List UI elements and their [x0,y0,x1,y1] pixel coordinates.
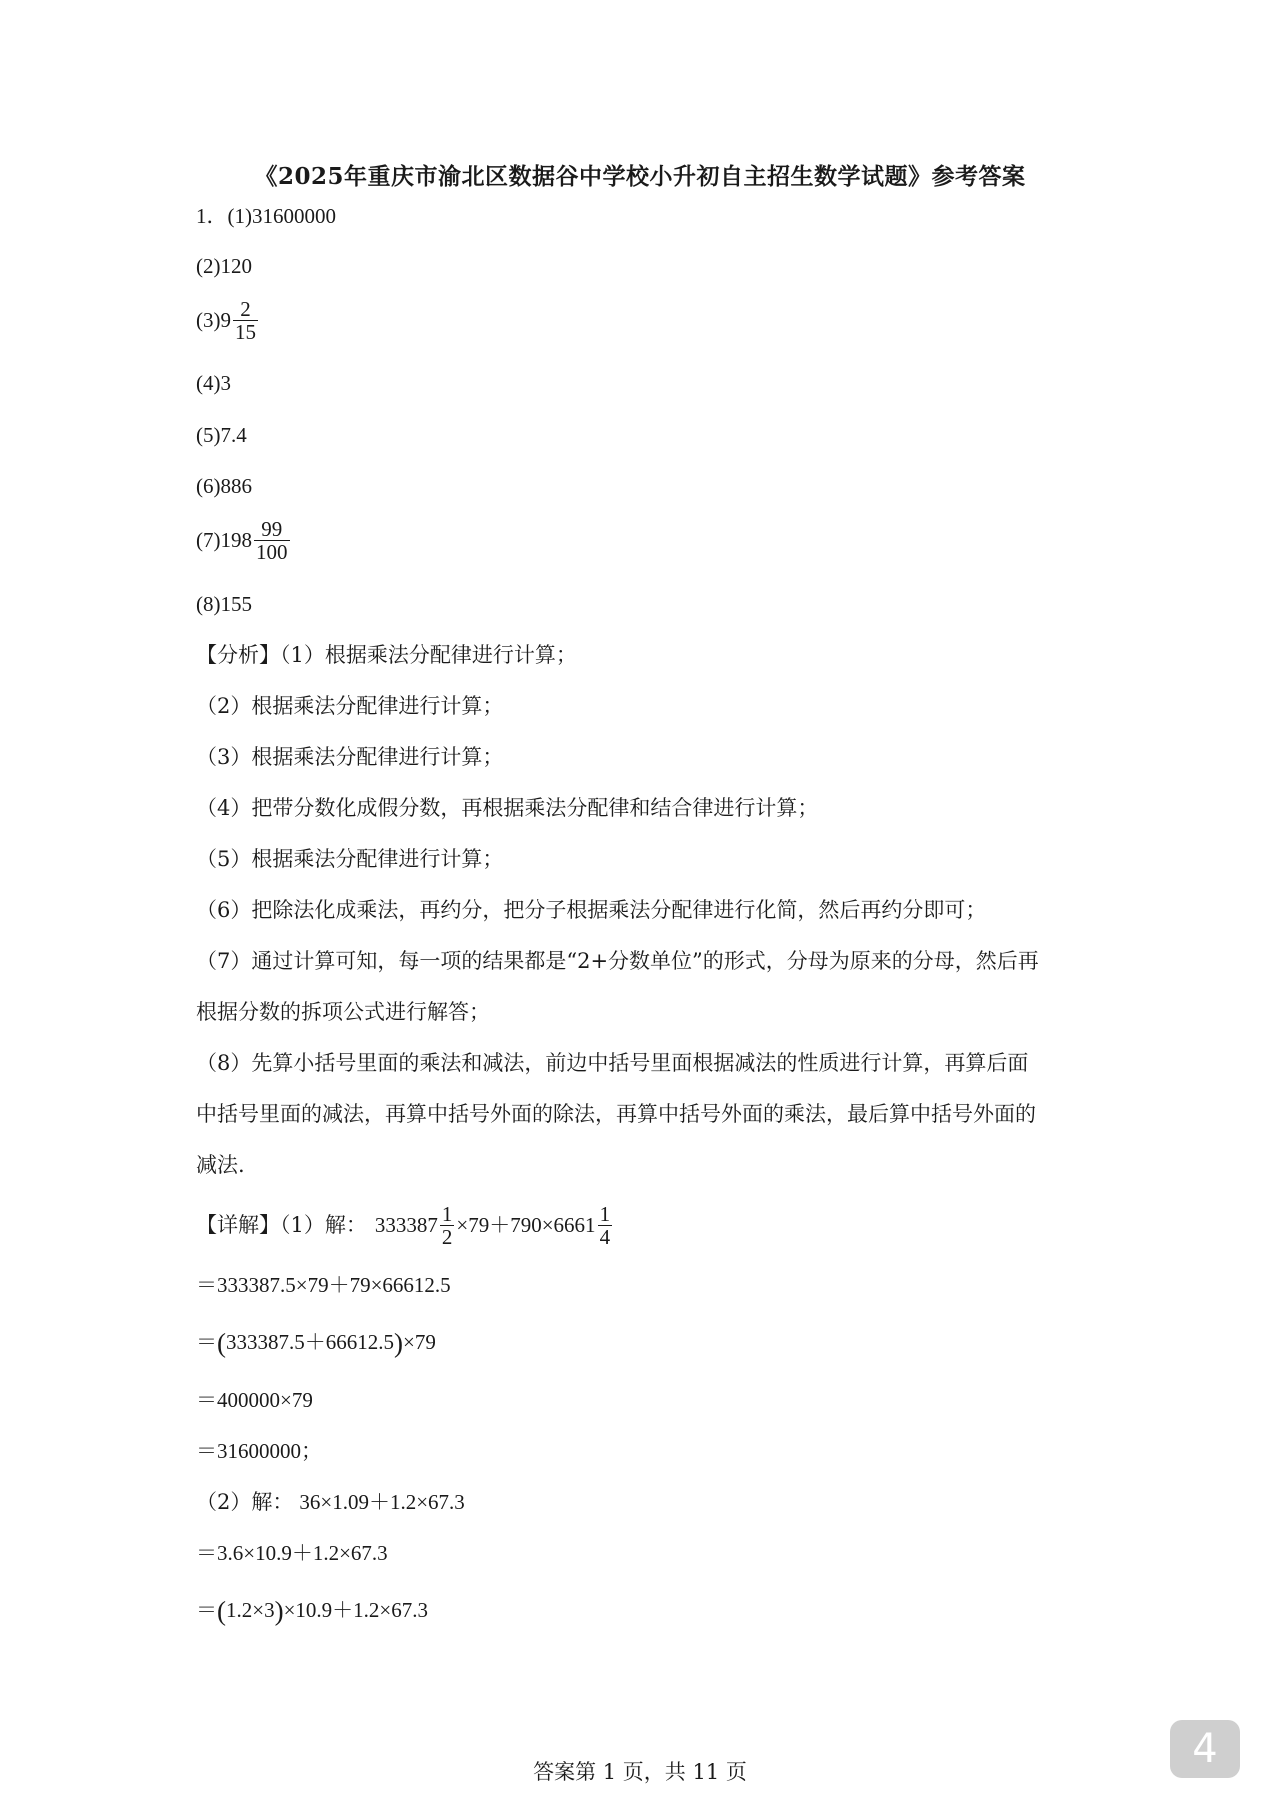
answer-3-prefix: (3)9 [196,308,231,333]
detail-2-step-2 [196,1598,428,1625]
answer-8: (8)155 [196,592,252,616]
analysis-line-6: （6）把除法化成乘法，再约分，把分子根据乘法分配律进行化简，然后再约分即可； [196,898,987,922]
page-number-badge: 4 [1170,1720,1240,1778]
close-paren: ) [274,1596,284,1626]
answer-5: (5)7.4 [196,423,247,447]
analysis-line-7b: 根据分数的拆项公式进行解答； [196,1000,490,1024]
analysis-line-8a: （8）先算小括号里面的乘法和减法，前边中括号里面根据减法的性质进行计算，再算后面 [196,1051,1029,1075]
answer-6: (6)886 [196,474,252,498]
answer-3 [196,298,260,343]
detail-1-step-3: ＝400000×79 [196,1388,313,1412]
close-paren: ) [394,1328,403,1358]
analysis-line-8b: 中括号里面的减法，再算中括号外面的除法，再算中括号外面的乘法，最后算中括号外面的 [196,1102,1036,1126]
detail-2-step-2-tail: ×10.9＋1.2×67.3 [283,1598,429,1622]
analysis-line-7a: （7）通过计算可知，每一项的结果都是“2+分数单位”的形式，分母为原来的分母，然后再 [196,949,1039,973]
detail-2-step-2-inner: 1.2×3 [226,1598,275,1622]
analysis-line-4: （4）把带分数化成假分数，再根据乘法分配律和结合律进行计算； [196,796,819,820]
detail-2-step-1: ＝3.6×10.9＋1.2×67.3 [196,1541,388,1565]
analysis-line-3: （3）根据乘法分配律进行计算； [196,745,504,769]
analysis-line-5: （5）根据乘法分配律进行计算； [196,847,504,871]
fraction-denominator: 15 [235,320,256,345]
detail-1-step-2-tail: ×79 [403,1330,436,1354]
open-paren: ( [217,1328,226,1358]
answer-7 [196,518,292,563]
detail-1-step-1: ＝333387.5×79＋79×66612.5 [196,1273,451,1297]
detail-2-expr: 36×1.09＋1.2×67.3 [299,1490,465,1514]
fraction-numerator: 2 [233,298,258,321]
document-title: 《2025年重庆市渝北区数据谷中学校小升初自主招生数学试题》参考答案 [254,163,1026,190]
answer-7-fraction [254,518,290,563]
answer-4: (4)3 [196,371,231,395]
open-paren: ( [217,1596,226,1626]
fraction-numerator: 1 [599,1202,611,1226]
answer-2: (2)120 [196,254,252,278]
detail-1-label: 【详解】（1）解： [196,1213,367,1238]
analysis-line-8c: 减法. [196,1153,245,1177]
equals-sign: ＝ [196,1330,217,1354]
detail-2-label: （2）解： [196,1490,294,1514]
detail-1-step-2 [196,1330,436,1357]
analysis-line-2: （2）根据乘法分配律进行计算； [196,694,504,718]
fraction-numerator: 1 [441,1202,453,1226]
detail-1-step-2-inner: 333387.5＋66612.5 [226,1330,394,1354]
detail-1-term-b: ×79＋790×6661 [456,1213,596,1238]
equals-sign: ＝ [196,1598,217,1622]
answer-7-prefix: (7)198 [196,528,252,553]
detail-1-expression [196,1203,614,1248]
detail-1-fraction-2 [598,1203,613,1248]
fraction-denominator: 2 [441,1225,453,1250]
fraction-denominator: 4 [599,1225,611,1250]
page-footer: 答案第 1 页，共 11 页 [533,1760,747,1784]
fraction-numerator: 99 [254,518,290,541]
detail-1-fraction-1 [440,1203,455,1248]
detail-2-expression [196,1492,465,1513]
detail-1-step-4: ＝31600000； [196,1439,322,1463]
answer-1: 1．(1)31600000 [196,204,336,228]
answer-3-fraction [233,298,258,343]
analysis-line-1: 【分析】（1）根据乘法分配律进行计算； [196,643,577,667]
detail-1-term-a: 333387 [374,1213,438,1238]
fraction-denominator: 100 [256,540,288,565]
